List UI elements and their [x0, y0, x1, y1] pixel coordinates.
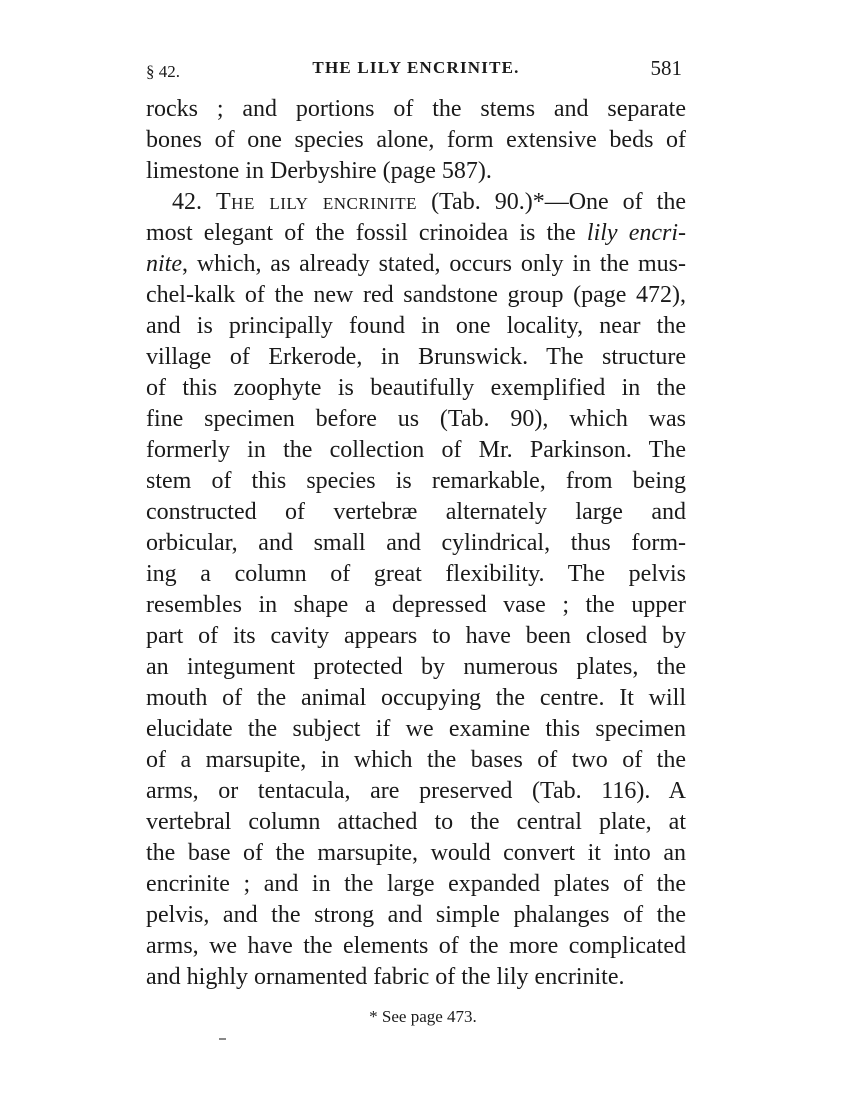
text-line: arms, we have the elements of the more complicated — [146, 933, 686, 959]
book-page — [146, 50, 686, 1027]
text-line: and highly ornamented fabric of the lily encrinite. — [146, 964, 625, 990]
text-line: chel-kalk of the new red sandstone group (page 472), — [146, 282, 686, 308]
text-line: encrinite ; and in the large expanded plates of the — [146, 871, 686, 897]
text-line — [146, 218, 686, 249]
section-number: § 42. — [146, 62, 180, 81]
text-fragment: (Tab. 90.)*—One of the — [417, 189, 686, 215]
text-line: vertebral column attached to the central plate, at — [146, 809, 686, 835]
text-line: village of Erkerode, in Brunswick. The structure — [146, 344, 686, 370]
running-title: THE LILY ENCRINITE. — [312, 58, 520, 77]
italic-term: nite — [146, 251, 182, 277]
text-line: mouth of the animal occupying the centre. It will — [146, 685, 686, 711]
text-line: arms, or tentacula, are preserved (Tab. 116). A — [146, 778, 686, 804]
text-line: elucidate the subject if we examine this specimen — [146, 716, 686, 742]
text-line: of a marsupite, in which the bases of two of the — [146, 747, 686, 773]
text-line: pelvis, and the strong and simple phalanges of the — [146, 902, 686, 928]
text-line: resembles in shape a depressed vase ; the upper — [146, 592, 686, 618]
italic-term: lily encri- — [586, 220, 686, 246]
text-line: the base of the marsupite, would convert it into an — [146, 840, 686, 866]
paragraph-number: 42. — [172, 189, 202, 215]
text-line: ing a column of great flexibility. The pelvis — [146, 561, 686, 587]
text-line: rocks ; and portions of the stems and separate — [146, 96, 686, 122]
text-line: bones of one species alone, form extensive beds of — [146, 127, 686, 153]
text-line: of this zoophyte is beautifully exemplified in the — [146, 375, 686, 401]
text-line: orbicular, and small and cylindrical, thus form- — [146, 530, 686, 556]
text-fragment: , which, as already stated, occurs only in the mus- — [182, 251, 686, 277]
text-line — [146, 187, 686, 218]
text-line — [146, 249, 686, 280]
text-line: fine specimen before us (Tab. 90), which was — [146, 406, 686, 432]
text-line: and is principally found in one locality, near the — [146, 313, 686, 339]
text-line: constructed of vertebræ alternately large and — [146, 499, 686, 525]
text-line: limestone in Derbyshire (page 587). — [146, 158, 492, 184]
page-number: 581 — [650, 56, 682, 80]
text-fragment: most elegant of the fossil crinoidea is the — [146, 220, 587, 246]
running-head — [146, 50, 686, 84]
body-text — [146, 94, 686, 993]
section-heading: The lily encrinite — [216, 189, 418, 215]
footnote: * See page 473. — [369, 1007, 477, 1026]
text-line: formerly in the collection of Mr. Parkinson. The — [146, 437, 686, 463]
print-speck — [219, 1038, 226, 1040]
text-line: stem of this species is remarkable, from being — [146, 468, 686, 494]
text-line: part of its cavity appears to have been closed by — [146, 623, 686, 649]
text-line: an integument protected by numerous plates, the — [146, 654, 686, 680]
